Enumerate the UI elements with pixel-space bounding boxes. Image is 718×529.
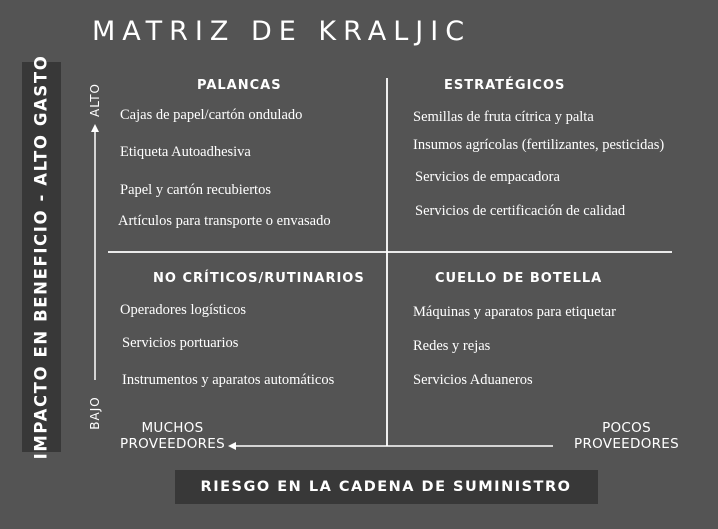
list-item: Servicios de empacadora xyxy=(415,169,560,185)
y-axis-arrowhead xyxy=(91,124,99,132)
list-item: Servicios portuarios xyxy=(122,335,239,351)
list-item: Máquinas y aparatos para etiquetar xyxy=(413,304,616,320)
list-item: Papel y cartón recubiertos xyxy=(120,182,271,198)
list-item: Insumos agrícolas (fertilizantes, pesticidas) xyxy=(413,137,665,153)
y-axis-high-label: ALTO xyxy=(88,82,102,118)
y-axis-low-label: BAJO xyxy=(88,396,102,430)
list-item: Servicios de certificación de calidad xyxy=(415,203,626,219)
list-item: Semillas de fruta cítrica y palta xyxy=(413,109,594,125)
x-axis-left-label: MUCHOS PROVEEDORES xyxy=(120,420,226,452)
quadrant-heading-palancas: PALANCAS xyxy=(197,78,282,93)
quadrant-heading-cuello-de-botella: CUELLO DE BOTELLA xyxy=(435,271,603,286)
list-item: Instrumentos y aparatos automáticos xyxy=(122,372,335,388)
y-axis-label: IMPACTO EN BENEFICIO - ALTO GASTO xyxy=(31,54,51,460)
x-axis-label: RIESGO EN LA CADENA DE SUMINISTRO xyxy=(200,479,572,495)
x-axis-right-label: POCOS PROVEEDORES xyxy=(574,420,680,452)
quadrant-heading-estrategicos: ESTRATÉGICOS xyxy=(444,78,566,93)
quadrant-heading-no-criticos: NO CRÍTICOS/RUTINARIOS xyxy=(153,271,365,286)
list-item: Servicios Aduaneros xyxy=(413,372,533,388)
list-item: Artículos para transporte o envasado xyxy=(118,213,331,229)
list-item: Operadores logísticos xyxy=(120,302,247,318)
list-item: Etiqueta Autoadhesiva xyxy=(120,144,251,160)
x-axis-arrowhead xyxy=(228,442,236,450)
matrix-title: MATRIZ DE KRALJIC xyxy=(92,16,472,47)
list-item: Cajas de papel/cartón ondulado xyxy=(120,107,303,123)
list-item: Redes y rejas xyxy=(413,338,491,354)
